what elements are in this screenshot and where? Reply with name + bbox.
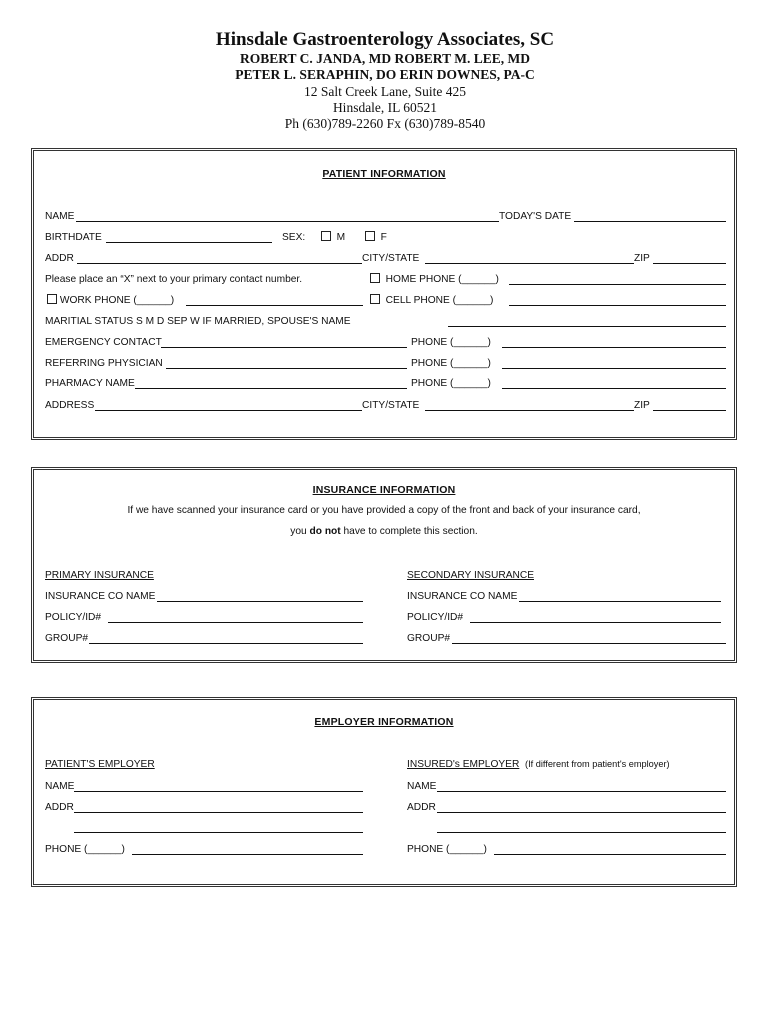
employer-information-section [31, 697, 737, 887]
birthdate-label: BIRTHDATE [45, 232, 102, 243]
secondary-group-label: GROUP# [407, 633, 451, 644]
sex-f-option[interactable] [365, 231, 387, 244]
zip-label: ZIP [634, 253, 650, 264]
pharmacy-name-field[interactable] [135, 388, 407, 389]
referring-physician-field[interactable] [166, 368, 407, 369]
name-field[interactable] [76, 221, 499, 222]
emergency-phone-label: PHONE (______) [411, 337, 491, 348]
marital-status-label: MARITIAL STATUS S M D SEP W IF MARRIED, SPOUSE'S NAME [45, 316, 351, 327]
patient-employer-phone-label: PHONE (______) [45, 844, 125, 855]
patient-employer-addr-label: ADDR [45, 802, 74, 813]
addr-field[interactable] [77, 263, 362, 264]
sex-m-option[interactable] [321, 231, 345, 244]
zip-field[interactable] [653, 263, 726, 264]
pharmacy-zip-field[interactable] [653, 410, 726, 411]
address-line-1: 12 Salt Creek Lane, Suite 425 [304, 84, 466, 99]
patient-employer-name-label: NAME [45, 781, 75, 792]
insurance-information-section [31, 467, 737, 663]
primary-group-field[interactable] [89, 643, 363, 644]
city-state-field[interactable] [425, 263, 634, 264]
phone-fax-line: Ph (630)789-2260 Fx (630)789-8540 [284, 116, 486, 131]
name-label: NAME [45, 211, 75, 222]
insured-employer-addr-line-2[interactable] [437, 832, 726, 833]
secondary-co-name-field[interactable] [519, 601, 721, 602]
patient-employer-addr-field[interactable] [74, 812, 363, 813]
primary-insurance-heading: PRIMARY INSURANCE [45, 570, 154, 581]
emergency-contact-label: EMERGENCY CONTACT [45, 337, 162, 348]
pharmacy-zip-label: ZIP [634, 400, 650, 411]
city-state-label: CITY/STATE [362, 253, 420, 264]
home-phone-option[interactable] [370, 273, 499, 286]
emergency-phone-field[interactable] [502, 347, 726, 348]
home-phone-label: HOME PHONE (______) [385, 274, 499, 285]
pharmacy-phone-label: PHONE (______) [411, 378, 491, 389]
pharmacy-address-field[interactable] [95, 410, 362, 411]
patients-employer-heading: PATIENT'S EMPLOYER [45, 759, 155, 770]
cell-phone-label: CELL PHONE (______) [385, 295, 494, 306]
patient-employer-addr-line-2[interactable] [74, 832, 363, 833]
primary-co-name-field[interactable] [157, 601, 363, 602]
pharmacy-address-label: ADDRESS [45, 400, 95, 411]
insured-employer-addr-field[interactable] [437, 812, 726, 813]
insured-employer-phone-field[interactable] [494, 854, 726, 855]
sex-m-label: M [336, 232, 346, 243]
primary-group-label: GROUP# [45, 633, 89, 644]
secondary-policy-label: POLICY/ID# [407, 612, 464, 623]
secondary-co-name-label: INSURANCE CO NAME [407, 591, 518, 602]
referring-phone-label: PHONE (______) [411, 358, 491, 369]
employer-section-title: EMPLOYER INFORMATION [314, 716, 454, 728]
cell-phone-option[interactable] [370, 294, 493, 307]
sex-label: SEX: [282, 232, 306, 243]
patient-employer-name-field[interactable] [74, 791, 363, 792]
checkbox-icon[interactable] [47, 294, 57, 304]
insureds-employer-heading: INSURED's EMPLOYER (If different from patient's employer) [407, 759, 670, 770]
insurance-section-title: INSURANCE INFORMATION [312, 484, 456, 496]
address-line-2: Hinsdale, IL 60521 [332, 100, 438, 115]
birthdate-field[interactable] [106, 242, 272, 243]
checkbox-icon[interactable] [370, 273, 380, 283]
primary-policy-label: POLICY/ID# [45, 612, 102, 623]
insured-employer-phone-label: PHONE (______) [407, 844, 487, 855]
pharmacy-phone-field[interactable] [502, 388, 726, 389]
secondary-group-field[interactable] [452, 643, 726, 644]
checkbox-icon[interactable] [370, 294, 380, 304]
checkbox-icon[interactable] [365, 231, 375, 241]
primary-policy-field[interactable] [108, 622, 363, 623]
sex-f-label: F [380, 232, 387, 243]
work-phone-field[interactable] [186, 305, 363, 306]
patient-employer-phone-field[interactable] [132, 854, 363, 855]
primary-co-name-label: INSURANCE CO NAME [45, 591, 156, 602]
pharmacy-city-state-label: CITY/STATE [362, 400, 420, 411]
secondary-policy-field[interactable] [470, 622, 721, 623]
insurance-note-line-2: you do not have to complete this section. [290, 526, 478, 537]
insured-employer-addr-label: ADDR [407, 802, 436, 813]
doctors-line-1: ROBERT C. JANDA, MD ROBERT M. LEE, MD [240, 51, 530, 66]
pharmacy-name-label: PHARMACY NAME [45, 378, 135, 389]
insured-employer-name-label: NAME [407, 781, 437, 792]
secondary-insurance-heading: SECONDARY INSURANCE [407, 570, 534, 581]
addr-label: ADDR [45, 253, 74, 264]
todays-date-field[interactable] [574, 221, 726, 222]
checkbox-icon[interactable] [321, 231, 331, 241]
work-phone-option[interactable] [47, 294, 174, 307]
practice-name: Hinsdale Gastroenterology Associates, SC [215, 29, 555, 50]
emergency-contact-field[interactable] [161, 347, 407, 348]
todays-date-label: TODAY'S DATE [499, 211, 572, 222]
insured-employer-name-field[interactable] [437, 791, 726, 792]
doctors-line-2: PETER L. SERAPHIN, DO ERIN DOWNES, PA-C [235, 67, 535, 82]
spouse-name-field[interactable] [448, 326, 726, 327]
patient-section-title: PATIENT INFORMATION [322, 168, 446, 180]
referring-physician-label: REFERRING PHYSICIAN [45, 358, 163, 369]
home-phone-field[interactable] [509, 284, 726, 285]
primary-contact-note: Please place an “X” next to your primary contact number. [45, 274, 303, 285]
cell-phone-field[interactable] [509, 305, 726, 306]
insurance-note-line-1: If we have scanned your insurance card or you have provided a copy of the front and back of your insurance card, [127, 505, 641, 516]
pharmacy-city-state-field[interactable] [425, 410, 634, 411]
referring-phone-field[interactable] [502, 368, 726, 369]
work-phone-label: WORK PHONE (______) [59, 295, 175, 306]
patient-information-section [31, 148, 737, 440]
